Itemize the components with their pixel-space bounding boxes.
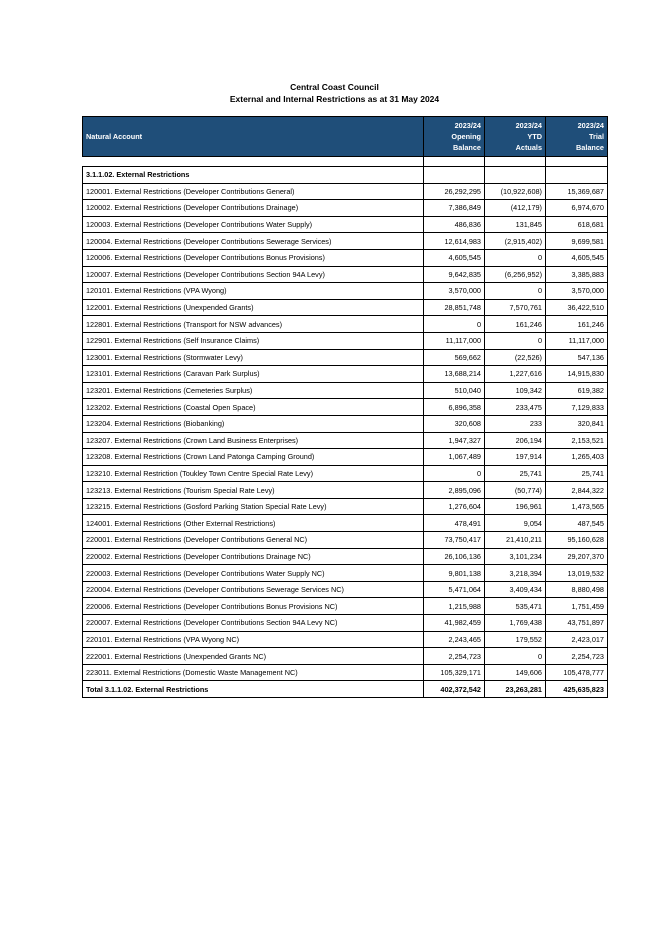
spacer-cell — [424, 157, 485, 167]
trial-balance-cell: 14,915,830 — [546, 366, 608, 383]
trial-balance-cell: 95,160,628 — [546, 532, 608, 549]
account-cell: 220001. External Restrictions (Developer Contributions General NC) — [83, 532, 424, 549]
account-cell: 120003. External Restrictions (Developer Contributions Water Supply) — [83, 216, 424, 233]
trial-balance-cell: 2,844,322 — [546, 482, 608, 499]
header-line: 2023/24 — [577, 121, 604, 130]
ytd-actuals-cell: 197,914 — [485, 449, 546, 466]
account-cell: 220101. External Restrictions (VPA Wyong NC) — [83, 631, 424, 648]
ytd-actuals-cell: 233,475 — [485, 399, 546, 416]
ytd-actuals-cell: 7,570,761 — [485, 299, 546, 316]
header-trial-balance — [546, 117, 608, 157]
table-row — [83, 449, 608, 466]
table-row — [83, 266, 608, 283]
header-line: 2023/24 — [515, 121, 542, 130]
header-line: Balance — [453, 143, 481, 152]
opening-balance-cell: 2,254,723 — [424, 648, 485, 665]
ytd-actuals-cell: (22,526) — [485, 349, 546, 366]
table-body — [83, 157, 608, 698]
opening-balance-cell: 4,605,545 — [424, 249, 485, 266]
table-row — [83, 349, 608, 366]
account-cell: 220006. External Restrictions (Developer Contributions Bonus Provisions NC) — [83, 598, 424, 615]
account-cell: 122901. External Restrictions (Self Insurance Claims) — [83, 332, 424, 349]
header-line: Opening — [451, 132, 481, 141]
table-row — [83, 299, 608, 316]
trial-balance-cell: 29,207,370 — [546, 548, 608, 565]
opening-balance-cell: 28,851,748 — [424, 299, 485, 316]
account-cell: 123215. External Restrictions (Gosford Parking Station Special Rate Levy) — [83, 498, 424, 515]
table-row — [83, 615, 608, 632]
account-cell: 120006. External Restrictions (Developer Contributions Bonus Provisions) — [83, 249, 424, 266]
table-row — [83, 283, 608, 300]
account-cell: 123101. External Restrictions (Caravan Park Surplus) — [83, 366, 424, 383]
header-line: YTD — [527, 132, 542, 141]
ytd-actuals-cell: 179,552 — [485, 631, 546, 648]
opening-balance-cell: 105,329,171 — [424, 664, 485, 681]
table-row — [83, 415, 608, 432]
ytd-actuals-cell: 196,961 — [485, 498, 546, 515]
report-title: Central Coast Council — [290, 82, 379, 92]
account-cell: 123208. External Restrictions (Crown Land Patonga Camping Ground) — [83, 449, 424, 466]
account-cell: 120004. External Restrictions (Developer Contributions Sewerage Services) — [83, 233, 424, 250]
ytd-actuals-cell: (50,774) — [485, 482, 546, 499]
ytd-actuals-cell: 206,194 — [485, 432, 546, 449]
header-line: 2023/24 — [454, 121, 481, 130]
ytd-actuals-cell: (2,915,402) — [485, 233, 546, 250]
ytd-actuals-cell: 25,741 — [485, 465, 546, 482]
ytd-actuals-cell: 233 — [485, 415, 546, 432]
trial-balance-cell: 13,019,532 — [546, 565, 608, 582]
header-opening-balance — [424, 117, 485, 157]
table-row — [83, 382, 608, 399]
table-row — [83, 332, 608, 349]
section-heading: 3.1.1.02. External Restrictions — [83, 167, 424, 184]
account-cell: 123201. External Restrictions (Cemeteries Surplus) — [83, 382, 424, 399]
table-row — [83, 498, 608, 515]
opening-balance-cell: 13,688,214 — [424, 366, 485, 383]
header-line: Actuals — [515, 143, 542, 152]
ytd-actuals-cell: 0 — [485, 648, 546, 665]
opening-balance-cell: 12,614,983 — [424, 233, 485, 250]
ytd-actuals-cell: 1,769,438 — [485, 615, 546, 632]
opening-balance-cell: 569,662 — [424, 349, 485, 366]
table-row — [83, 482, 608, 499]
header-line: Trial — [588, 132, 604, 141]
opening-balance-cell: 9,642,835 — [424, 266, 485, 283]
account-cell: 220007. External Restrictions (Developer Contributions Section 94A Levy NC) — [83, 615, 424, 632]
opening-balance-cell: 1,215,988 — [424, 598, 485, 615]
ytd-actuals-cell: 3,101,234 — [485, 548, 546, 565]
account-cell: 220004. External Restrictions (Developer Contributions Sewerage Services NC) — [83, 581, 424, 598]
opening-balance-cell: 7,386,849 — [424, 200, 485, 217]
opening-balance-cell: 6,896,358 — [424, 399, 485, 416]
ytd-actuals-cell: 3,218,394 — [485, 565, 546, 582]
trial-balance-cell: 3,385,883 — [546, 266, 608, 283]
table-row — [83, 249, 608, 266]
trial-balance-cell: 3,570,000 — [546, 283, 608, 300]
table-row — [83, 648, 608, 665]
trial-balance-cell: 2,423,017 — [546, 631, 608, 648]
trial-balance-cell: 1,265,403 — [546, 449, 608, 466]
table-header-row — [83, 117, 608, 157]
opening-balance-cell: 9,801,138 — [424, 565, 485, 582]
trial-balance-cell: 4,605,545 — [546, 249, 608, 266]
opening-balance-cell: 0 — [424, 316, 485, 333]
opening-balance-cell: 26,106,136 — [424, 548, 485, 565]
account-cell: 123207. External Restrictions (Crown Land Business Enterprises) — [83, 432, 424, 449]
ytd-actuals-cell: (412,179) — [485, 200, 546, 217]
spacer-cell — [546, 157, 608, 167]
spacer-cell — [83, 157, 424, 167]
trial-balance-cell: 161,246 — [546, 316, 608, 333]
account-cell: 124001. External Restrictions (Other External Restrictions) — [83, 515, 424, 532]
account-cell: 123210. External Restriction (Toukley Town Centre Special Rate Levy) — [83, 465, 424, 482]
total-row — [83, 681, 608, 698]
section-heading-row — [83, 167, 608, 184]
opening-balance-cell: 5,471,064 — [424, 581, 485, 598]
opening-balance-cell: 0 — [424, 465, 485, 482]
trial-balance-cell: 7,129,833 — [546, 399, 608, 416]
report-subtitle: External and Internal Restrictions as at 31 May 2024 — [229, 94, 440, 104]
trial-balance-cell: 2,153,521 — [546, 432, 608, 449]
ytd-actuals-cell: 131,845 — [485, 216, 546, 233]
trial-balance-cell: 11,117,000 — [546, 332, 608, 349]
trial-balance-cell: 43,751,897 — [546, 615, 608, 632]
ytd-actuals-cell: 1,227,616 — [485, 366, 546, 383]
trial-balance-cell: 487,545 — [546, 515, 608, 532]
ytd-actuals-cell: 21,410,211 — [485, 532, 546, 549]
account-cell: 123213. External Restrictions (Tourism Special Rate Levy) — [83, 482, 424, 499]
account-cell: 123001. External Restrictions (Stormwater Levy) — [83, 349, 424, 366]
opening-balance-cell: 320,608 — [424, 415, 485, 432]
trial-balance-cell: 1,473,565 — [546, 498, 608, 515]
ytd-actuals-cell: (10,922,608) — [485, 183, 546, 200]
table-row — [83, 233, 608, 250]
header-line: Balance — [576, 143, 604, 152]
trial-balance-cell: 8,880,498 — [546, 581, 608, 598]
table-row — [83, 515, 608, 532]
ytd-actuals-cell: 0 — [485, 332, 546, 349]
empty-cell — [424, 167, 485, 184]
trial-balance-cell: 547,136 — [546, 349, 608, 366]
table-row — [83, 598, 608, 615]
table-row — [83, 399, 608, 416]
trial-balance-cell: 1,751,459 — [546, 598, 608, 615]
total-ytd-actuals: 23,263,281 — [485, 681, 546, 698]
trial-balance-cell: 6,974,670 — [546, 200, 608, 217]
ytd-actuals-cell: 535,471 — [485, 598, 546, 615]
opening-balance-cell: 73,750,417 — [424, 532, 485, 549]
table-row — [83, 664, 608, 681]
account-cell: 123204. External Restrictions (Biobanking) — [83, 415, 424, 432]
table-row — [83, 631, 608, 648]
account-cell: 120101. External Restrictions (VPA Wyong) — [83, 283, 424, 300]
total-label: Total 3.1.1.02. External Restrictions — [83, 681, 424, 698]
table-row — [83, 366, 608, 383]
trial-balance-cell: 320,841 — [546, 415, 608, 432]
trial-balance-cell: 36,422,510 — [546, 299, 608, 316]
table-row — [83, 532, 608, 549]
opening-balance-cell: 11,117,000 — [424, 332, 485, 349]
account-cell: 220003. External Restrictions (Developer Contributions Water Supply NC) — [83, 565, 424, 582]
account-cell: 120002. External Restrictions (Developer Contributions Drainage) — [83, 200, 424, 217]
table-row — [83, 316, 608, 333]
ytd-actuals-cell: 161,246 — [485, 316, 546, 333]
ytd-actuals-cell: 149,606 — [485, 664, 546, 681]
ytd-actuals-cell: 109,342 — [485, 382, 546, 399]
report-title-block — [0, 81, 669, 105]
trial-balance-cell: 9,699,581 — [546, 233, 608, 250]
account-cell: 123202. External Restrictions (Coastal Open Space) — [83, 399, 424, 416]
empty-cell — [485, 167, 546, 184]
opening-balance-cell: 3,570,000 — [424, 283, 485, 300]
header-ytd-actuals — [485, 117, 546, 157]
opening-balance-cell: 1,067,489 — [424, 449, 485, 466]
account-cell: 120001. External Restrictions (Developer Contributions General) — [83, 183, 424, 200]
opening-balance-cell: 486,836 — [424, 216, 485, 233]
trial-balance-cell: 619,382 — [546, 382, 608, 399]
opening-balance-cell: 478,491 — [424, 515, 485, 532]
spacer-cell — [485, 157, 546, 167]
ytd-actuals-cell: 0 — [485, 283, 546, 300]
ytd-actuals-cell: 9,054 — [485, 515, 546, 532]
table-row — [83, 465, 608, 482]
total-trial-balance: 425,635,823 — [546, 681, 608, 698]
table-row — [83, 200, 608, 217]
opening-balance-cell: 510,040 — [424, 382, 485, 399]
table-row — [83, 216, 608, 233]
account-cell: 223011. External Restrictions (Domestic Waste Management NC) — [83, 664, 424, 681]
account-cell: 122001. External Restrictions (Unexpended Grants) — [83, 299, 424, 316]
opening-balance-cell: 2,895,096 — [424, 482, 485, 499]
table-row — [83, 183, 608, 200]
account-cell: 220002. External Restrictions (Developer Contributions Drainage NC) — [83, 548, 424, 565]
opening-balance-cell: 26,292,295 — [424, 183, 485, 200]
trial-balance-cell: 25,741 — [546, 465, 608, 482]
restrictions-table — [82, 116, 608, 698]
table-row — [83, 432, 608, 449]
trial-balance-cell: 618,681 — [546, 216, 608, 233]
trial-balance-cell: 105,478,777 — [546, 664, 608, 681]
opening-balance-cell: 1,947,327 — [424, 432, 485, 449]
table-row — [83, 581, 608, 598]
spacer-row — [83, 157, 608, 167]
opening-balance-cell: 1,276,604 — [424, 498, 485, 515]
trial-balance-cell: 2,254,723 — [546, 648, 608, 665]
header-natural-account: Natural Account — [83, 117, 424, 157]
ytd-actuals-cell: (6,256,952) — [485, 266, 546, 283]
opening-balance-cell: 2,243,465 — [424, 631, 485, 648]
opening-balance-cell: 41,982,459 — [424, 615, 485, 632]
table-row — [83, 548, 608, 565]
account-cell: 120007. External Restrictions (Developer Contributions Section 94A Levy) — [83, 266, 424, 283]
account-cell: 222001. External Restrictions (Unexpended Grants NC) — [83, 648, 424, 665]
account-cell: 122801. External Restrictions (Transport for NSW advances) — [83, 316, 424, 333]
empty-cell — [546, 167, 608, 184]
ytd-actuals-cell: 0 — [485, 249, 546, 266]
total-opening-balance: 402,372,542 — [424, 681, 485, 698]
trial-balance-cell: 15,369,687 — [546, 183, 608, 200]
ytd-actuals-cell: 3,409,434 — [485, 581, 546, 598]
table-row — [83, 565, 608, 582]
